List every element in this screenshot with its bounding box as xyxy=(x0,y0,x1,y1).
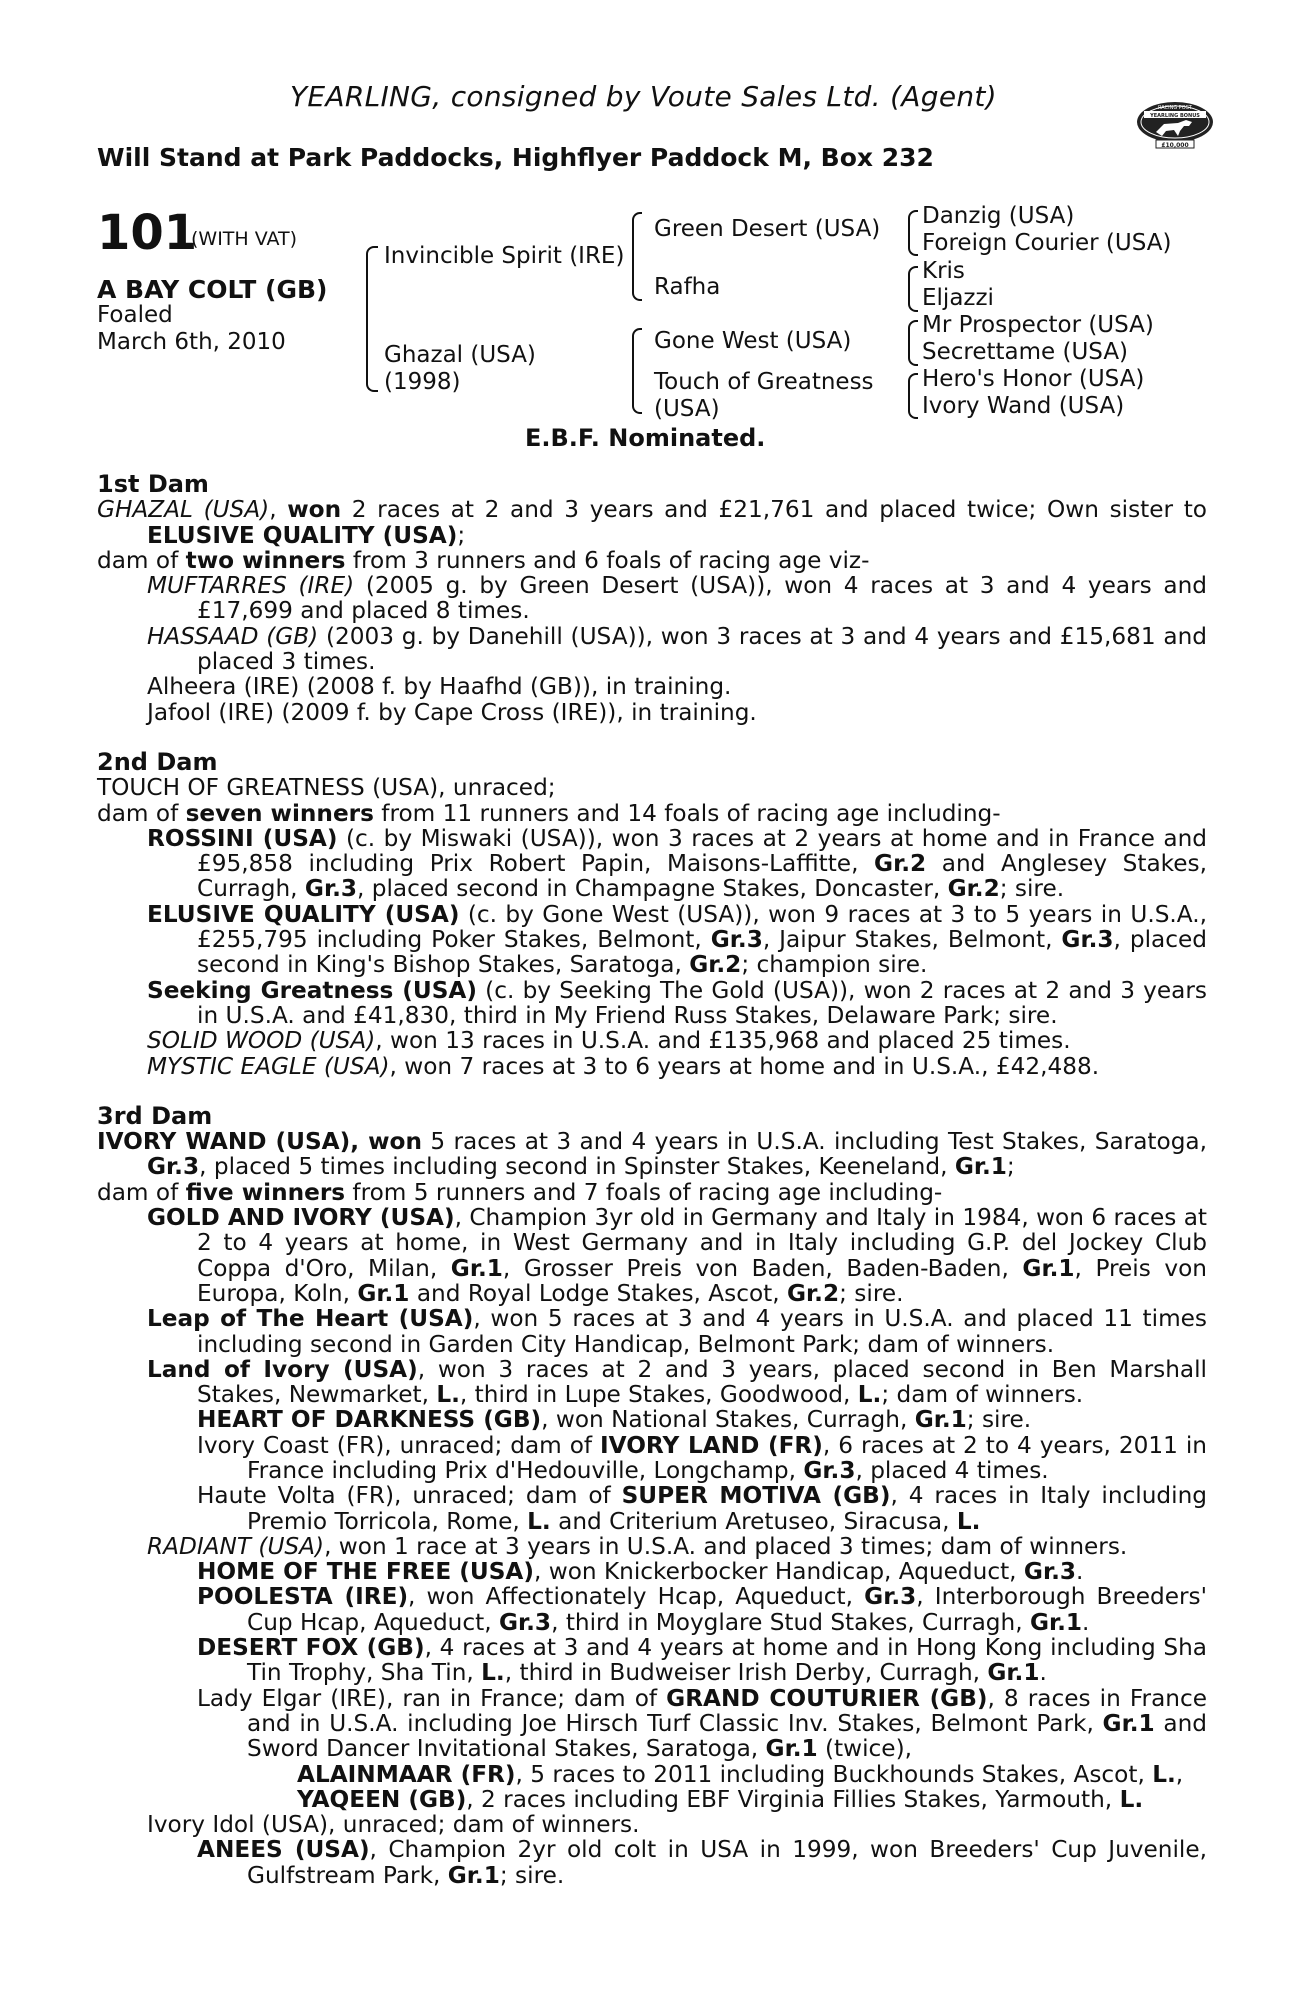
produce-entry: MUFTARRES (IRE) (2005 g. by Green Desert (USA)), won 4 races at 3 and 4 years and £17,699 and placed 8 times. xyxy=(147,572,1207,625)
sire-dam: Rafha xyxy=(654,274,721,300)
produce-entry: Lady Elgar (IRE), ran in France; dam of GRAND COUTURIER (GB), 8 races in France and in U.S.A. including Joe Hirsch Turf Classic Inv. Stakes, Belmont Park, Gr.1 and Sword Dancer Invitational Stakes, Saratoga, Gr.1 (twice), xyxy=(197,1684,1208,1763)
first-dam-heading: 1st Dam xyxy=(97,470,209,498)
dam-year: (1998) xyxy=(384,369,461,395)
dam-sire-sire: Mr Prospector (USA) xyxy=(922,312,1154,338)
vat-note: (WITH VAT) xyxy=(191,228,298,250)
second-dam-produce-summary: dam of seven winners from 11 runners and 14 foals of racing age including- xyxy=(97,799,1001,827)
svg-text:RACING POST: RACING POST xyxy=(1158,105,1192,111)
produce-entry: Haute Volta (FR), unraced; dam of SUPER MOTIVA (GB), 4 races in Italy including Premio Torricola, Rome, L. and Criterium Aretuseo, Siracusa, L. xyxy=(197,1482,1207,1535)
gp-brace-2 xyxy=(908,266,918,312)
produce-entry: Leap of The Heart (USA), won 5 races at 3 and 4 years in U.S.A. and placed 11 times including second in Garden City Handicap, Belmont Park; dam of winners. xyxy=(147,1305,1207,1358)
produce-entry: HASSAAD (GB) (2003 g. by Danehill (USA)), won 3 races at 3 and 4 years and £15,681 and placed 3 times. xyxy=(147,622,1207,676)
ebf-nominated: E.B.F. Nominated. xyxy=(525,424,766,452)
produce-entry: GOLD AND IVORY (USA), Champion 3yr old in Germany and Italy in 1984, won 6 races at 2 to 4 years at home, in West Germany and in Italy including G.P. del Jockey Club Coppa d'Oro, Milan, Gr.1, Grosser Preis von Baden, Baden-Baden, Gr.1, Preis von Europa, Koln, Gr.1 and Royal Lodge Stakes, Ascot, Gr.2; sire. xyxy=(147,1204,1207,1307)
produce-entry: HOME OF THE FREE (USA), won Knickerbocker Handicap, Aqueduct, Gr.3. xyxy=(197,1558,1084,1586)
produce-entry: POOLESTA (IRE), won Affectionately Hcap, Aqueduct, Gr.3, Interborough Breeders' Cup Hcap, Aqueduct, Gr.3, third in Moyglare Stud Stakes, Curragh, Gr.1. xyxy=(197,1583,1207,1636)
produce-entry: SOLID WOOD (USA), won 13 races in U.S.A. and £135,968 and placed 25 times. xyxy=(147,1027,1071,1055)
lot-name: A BAY COLT (GB) xyxy=(97,275,328,304)
yearling-bonus-badge xyxy=(1134,98,1216,150)
produce-entry: RADIANT (USA), won 1 race at 3 years in U.S.A. and placed 3 times; dam of winners. xyxy=(147,1532,1128,1560)
produce-entry: ELUSIVE QUALITY (USA) (c. by Gone West (USA)), won 9 races at 3 to 5 years in U.S.A., £255,795 including Poker Stakes, Belmont, Gr.3, Jaipur Stakes, Belmont, Gr.3, placed second in King's Bishop Stakes, Saratoga, Gr.2; champion sire. xyxy=(147,900,1207,979)
dam-dam-country: (USA) xyxy=(654,396,720,422)
produce-entry: HEART OF DARKNESS (GB), won National Stakes, Curragh, Gr.1; sire. xyxy=(197,1406,1032,1434)
sire-sire: Green Desert (USA) xyxy=(654,216,881,242)
third-dam-produce-summary: dam of five winners from 5 runners and 7 foals of racing age including- xyxy=(97,1178,943,1206)
catalogue-body xyxy=(97,472,1207,1888)
gp-brace-1 xyxy=(908,210,918,256)
dam-sire: Gone West (USA) xyxy=(654,328,852,354)
gp-brace-3 xyxy=(908,320,918,366)
produce-entry: ALAINMAAR (FR), 5 races to 2011 including Buckhounds Stakes, Ascot, L., xyxy=(297,1760,1184,1788)
lot-number: 101 xyxy=(97,205,198,261)
produce-entry: YAQEEN (GB), 2 races including EBF Virginia Fillies Stakes, Yarmouth, L. xyxy=(297,1785,1144,1813)
gp-brace-4 xyxy=(908,373,918,419)
second-dam-name: TOUCH OF GREATNESS (USA), unraced; xyxy=(97,774,556,802)
sire-dam-dam: Eljazzi xyxy=(922,285,994,311)
produce-entry: ANEES (USA), Champion 2yr old colt in USA in 1999, won Breeders' Cup Juvenile, Gulfstream Park, Gr.1; sire. xyxy=(197,1836,1207,1889)
produce-entry: Jafool (IRE) (2009 f. by Cape Cross (IRE)), in training. xyxy=(147,698,757,726)
pedigree-brace xyxy=(366,246,378,392)
dam-dam-dam: Ivory Wand (USA) xyxy=(922,393,1125,419)
dam-dam: Touch of Greatness xyxy=(654,369,874,395)
produce-entry: Ivory Coast (FR), unraced; dam of IVORY LAND (FR), 6 races at 2 to 4 years, 2011 in France including Prix d'Hedouville, Longchamp, Gr.3, placed 4 times. xyxy=(197,1431,1207,1484)
third-dam-record: IVORY WAND (USA), won 5 races at 3 and 4 years in U.S.A. including Test Stakes, Saratoga, Gr.3, placed 5 times including second in Spinster Stakes, Keeneland, Gr.1; xyxy=(97,1128,1207,1181)
produce-entry: DESERT FOX (GB), 4 races at 3 and 4 years at home and in Hong Kong including Sha Tin Trophy, Sha Tin, L., third in Budweiser Irish Derby, Curragh, Gr.1. xyxy=(197,1634,1207,1687)
svg-text:£10,000: £10,000 xyxy=(1161,142,1189,149)
dam-brace xyxy=(632,328,642,414)
dam-sire-dam: Secrettame (USA) xyxy=(922,339,1129,365)
second-dam-heading: 2nd Dam xyxy=(97,747,218,776)
foaled-label: Foaled xyxy=(97,302,173,328)
svg-text:YEARLING BONUS: YEARLING BONUS xyxy=(1150,113,1200,119)
sire-sire-dam: Foreign Courier (USA) xyxy=(922,230,1172,256)
sire-dam-sire: Kris xyxy=(922,258,965,284)
produce-entry: ROSSINI (USA) (c. by Miswaki (USA)), won 3 races at 2 years at home and in France and £95,858 including Prix Robert Papin, Maisons-Laffitte, Gr.2 and Anglesey Stakes, Curragh, Gr.3, placed second in Champagne Stakes, Doncaster, Gr.2; sire. xyxy=(147,824,1207,903)
foaled-date: March 6th, 2010 xyxy=(97,329,286,355)
sire-sire-sire: Danzig (USA) xyxy=(922,203,1075,229)
first-dam-produce-summary: dam of two winners from 3 runners and 6 foals of racing age viz- xyxy=(97,546,870,574)
dam: Ghazal (USA) xyxy=(384,342,536,368)
produce-entry: Land of Ivory (USA), won 3 races at 2 and 3 years, placed second in Ben Marshall Stakes, Newmarket, L., third in Lupe Stakes, Goodwood, L.; dam of winners. xyxy=(147,1355,1207,1409)
dam-dam-sire: Hero's Honor (USA) xyxy=(922,366,1145,392)
produce-entry: Seeking Greatness (USA) (c. by Seeking The Gold (USA)), won 2 races at 2 and 3 years in U.S.A. and £41,830, third in My Friend Russ Stakes, Delaware Park; sire. xyxy=(147,976,1207,1029)
stand-location: Will Stand at Park Paddocks, Highflyer Paddock M, Box 232 xyxy=(97,143,934,172)
third-dam-heading: 3rd Dam xyxy=(97,1101,213,1130)
first-dam-record: GHAZAL (USA), won 2 races at 2 and 3 years and £21,761 and placed twice; Own sister to ELUSIVE QUALITY (USA); xyxy=(97,496,1207,549)
sire: Invincible Spirit (IRE) xyxy=(384,243,625,269)
sire-brace xyxy=(632,212,642,301)
produce-entry: Ivory Idol (USA), unraced; dam of winners. xyxy=(147,1811,640,1839)
produce-entry: Alheera (IRE) (2008 f. by Haafhd (GB)), in training. xyxy=(147,673,732,701)
produce-entry: MYSTIC EAGLE (USA), won 7 races at 3 to 6 years at home and in U.S.A., £42,488. xyxy=(147,1052,1100,1080)
catalogue-header: YEARLING, consigned by Voute Sales Ltd. (Agent) xyxy=(290,80,997,113)
